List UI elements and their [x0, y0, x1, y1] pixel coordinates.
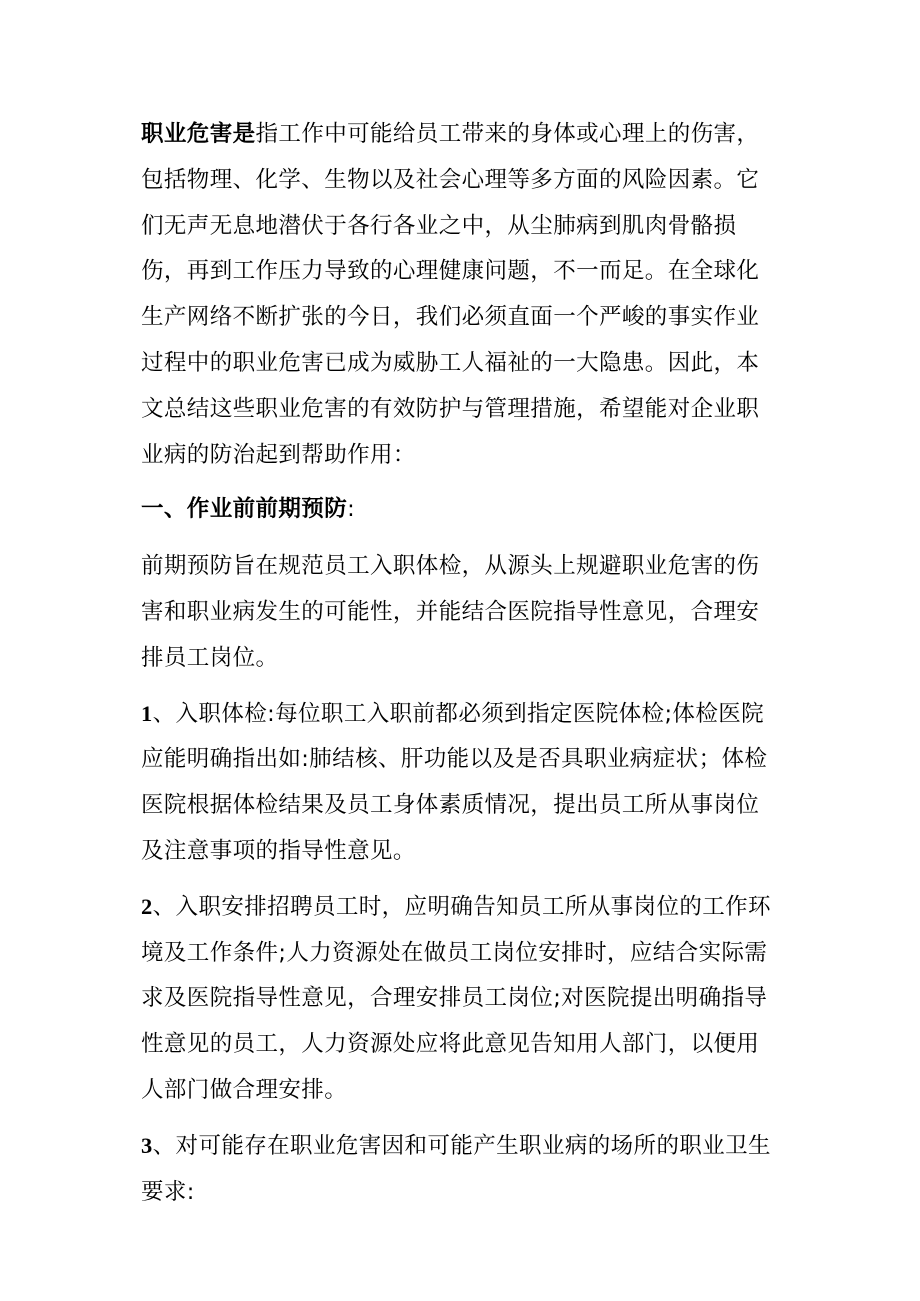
list-item-text: 、对可能存在职业危害因和可能产生职业病的场所的职业卫生要求: — [141, 1132, 771, 1205]
section-text: 前期预防旨在规范员工入职体检，从源头上规避职业危害的伤害和职业病发生的可能性，并能结合医院指导性意见，合理安排员工岗位。 — [141, 553, 760, 671]
list-item-number: 3 — [141, 1132, 153, 1158]
list-item-text: 、入职体检:每位职工入职前都必须到指定医院体检;体检医院应能明确指出如:肺结核、肝功能以及是否具职业病症状；体检医院根据体检结果及员工身体素质情况，提出员工所从事岗位及注意事项的指导性意见。 — [141, 700, 768, 864]
list-item-text: 、入职安排招聘员工时，应明确告知员工所从事岗位的工作环境及工作条件;人力资源处在做员工岗位安排时，应结合实际需求及医院指导性意见，合理安排员工岗位;对医院提出明确指导性意见的员工，人力资源处应将此意见告知用人部门，以便用人部门做合理安排。 — [141, 893, 771, 1103]
list-item-number: 2 — [141, 893, 153, 919]
intro-text: 指工作中可能给员工带来的身体或心理上的伤害，包括物理、化学、生物以及社会心理等多方面的风险因素。它们无声无息地潜伏于各行各业之中，从尘肺病到肌肉骨骼损伤，再到工作压力导致的心理健康问题，不一而足。在全球化生产网络不断扩张的今日，我们必须直面一个严峻的事实作业过程中的职业危害已成为威胁工人福祉的一大隐患。因此，本文总结这些职业危害的有效防护与管理措施，希望能对企业职业病的防治起到帮助作用： — [141, 121, 760, 468]
intro-term: 职业危害是 — [141, 121, 256, 147]
list-item-number: 1 — [141, 700, 153, 726]
document-body — [141, 112, 781, 1215]
section-paragraph — [141, 544, 781, 681]
intro-paragraph — [141, 112, 781, 478]
list-item — [141, 691, 781, 875]
section-heading-colon: : — [347, 496, 356, 523]
section-heading-text: 一、作业前前期预防 — [141, 496, 348, 523]
section-heading — [141, 487, 781, 533]
list-item — [141, 884, 781, 1114]
list-item — [141, 1123, 781, 1216]
